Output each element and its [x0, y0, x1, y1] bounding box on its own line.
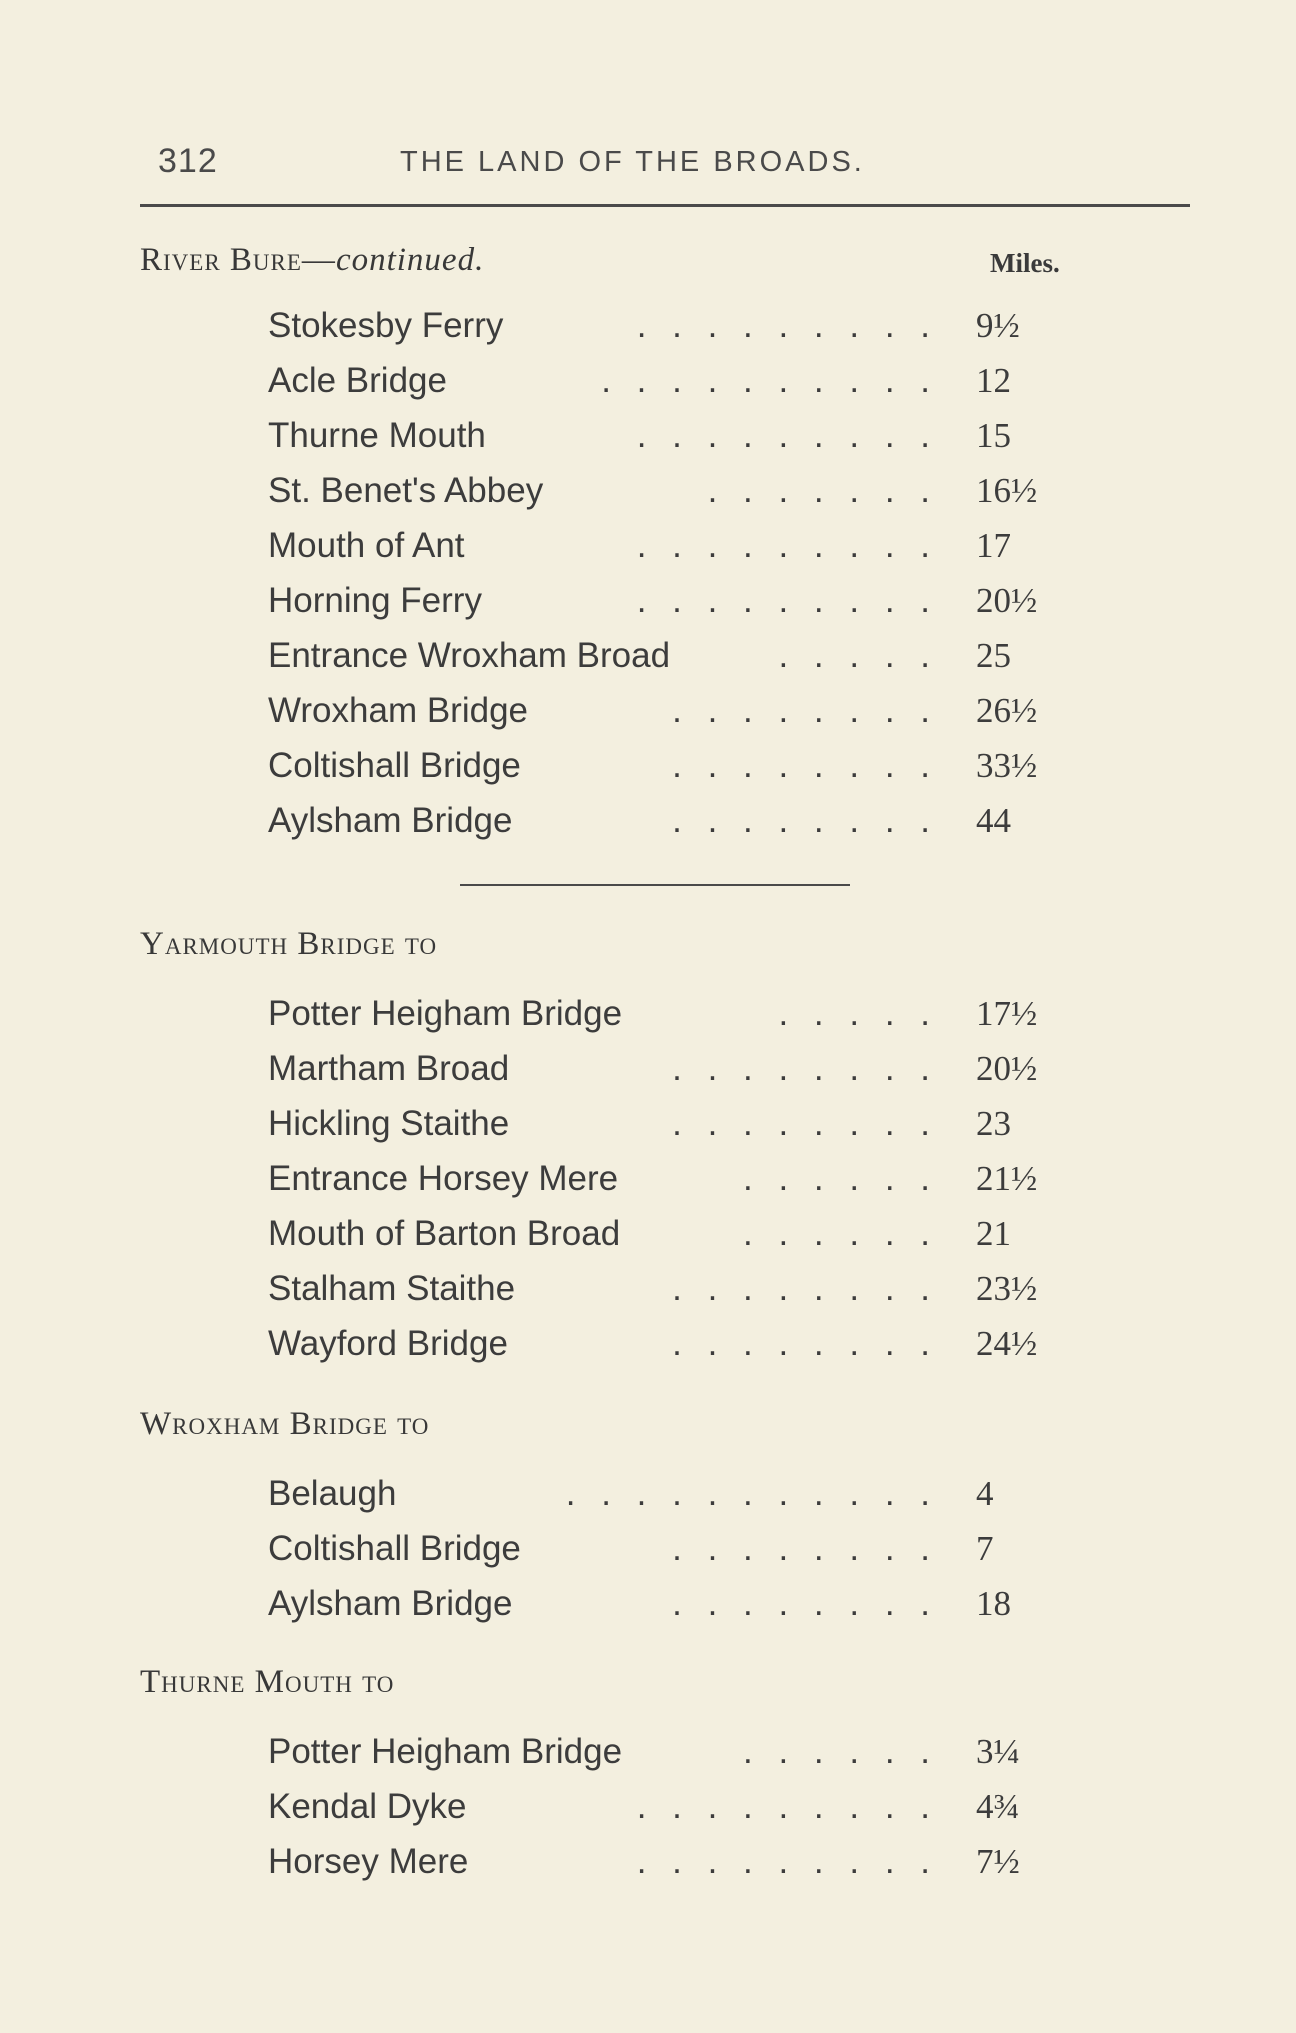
list-item: Acle Bridge . . . . . . . . . . 12: [268, 361, 1011, 400]
list-item: Potter Heigham Bridge . . . . . . 3¼: [268, 1732, 1020, 1771]
list-item: Belaugh . . . . . . . . . . . 4: [268, 1474, 994, 1513]
section-heading-text: Thurne Mouth to: [140, 1664, 395, 1700]
list-item: Mouth of Ant . . . . . . . . . 17: [268, 526, 1011, 565]
list-item: Thurne Mouth . . . . . . . . . 15: [268, 416, 1011, 455]
section-heading-continued: continued.: [335, 242, 485, 278]
list-item: Potter Heigham Bridge . . . . . 17½: [268, 994, 1038, 1033]
list-item: Aylsham Bridge . . . . . . . . 18: [268, 1584, 1011, 1623]
section-heading-text: River Bure—: [140, 242, 336, 278]
list-item: Hickling Staithe . . . . . . . . 23: [268, 1104, 1011, 1143]
list-item: Horning Ferry . . . . . . . . . 20½: [268, 581, 1038, 620]
list-item: Martham Broad . . . . . . . . 20½: [268, 1049, 1038, 1088]
list-item: Entrance Horsey Mere . . . . . . 21½: [268, 1159, 1038, 1198]
section-heading-wroxham-bridge: [140, 1406, 429, 1443]
header-rule: [140, 204, 1190, 207]
section-heading-yarmouth-bridge: [140, 926, 437, 963]
list-item: Wroxham Bridge . . . . . . . . 26½: [268, 691, 1038, 730]
page-number: 312: [158, 142, 218, 180]
page-header: [150, 142, 1020, 190]
section-heading-text: Yarmouth Bridge to: [140, 926, 438, 962]
list-item: Wayford Bridge . . . . . . . . 24½: [268, 1324, 1038, 1363]
list-item: Kendal Dyke . . . . . . . . . 4¾: [268, 1787, 1020, 1826]
running-title: THE LAND OF THE BROADS.: [400, 146, 865, 178]
list-item: St. Benet's Abbey . . . . . . . 16½: [268, 471, 1038, 510]
section-heading-thurne-mouth: [140, 1664, 394, 1701]
list-item: Horsey Mere . . . . . . . . . 7½: [268, 1842, 1020, 1881]
list-item: Entrance Wroxham Broad . . . . . 25: [268, 636, 1011, 675]
section-divider: [460, 884, 850, 886]
list-item: Stalham Staithe . . . . . . . . 23½: [268, 1269, 1038, 1308]
section-heading-text: Wroxham Bridge to: [140, 1406, 430, 1442]
section-heading-river-bure: [140, 242, 484, 279]
list-item: Stokesby Ferry . . . . . . . . . 9½: [268, 306, 1020, 345]
list-item: Coltishall Bridge . . . . . . . . 33½: [268, 746, 1038, 785]
list-item: Aylsham Bridge . . . . . . . . 44: [268, 801, 1011, 840]
list-item: Mouth of Barton Broad . . . . . . 21: [268, 1214, 1011, 1253]
list-item: Coltishall Bridge . . . . . . . . 7: [268, 1529, 994, 1568]
miles-column-label: Miles.: [990, 248, 1060, 278]
